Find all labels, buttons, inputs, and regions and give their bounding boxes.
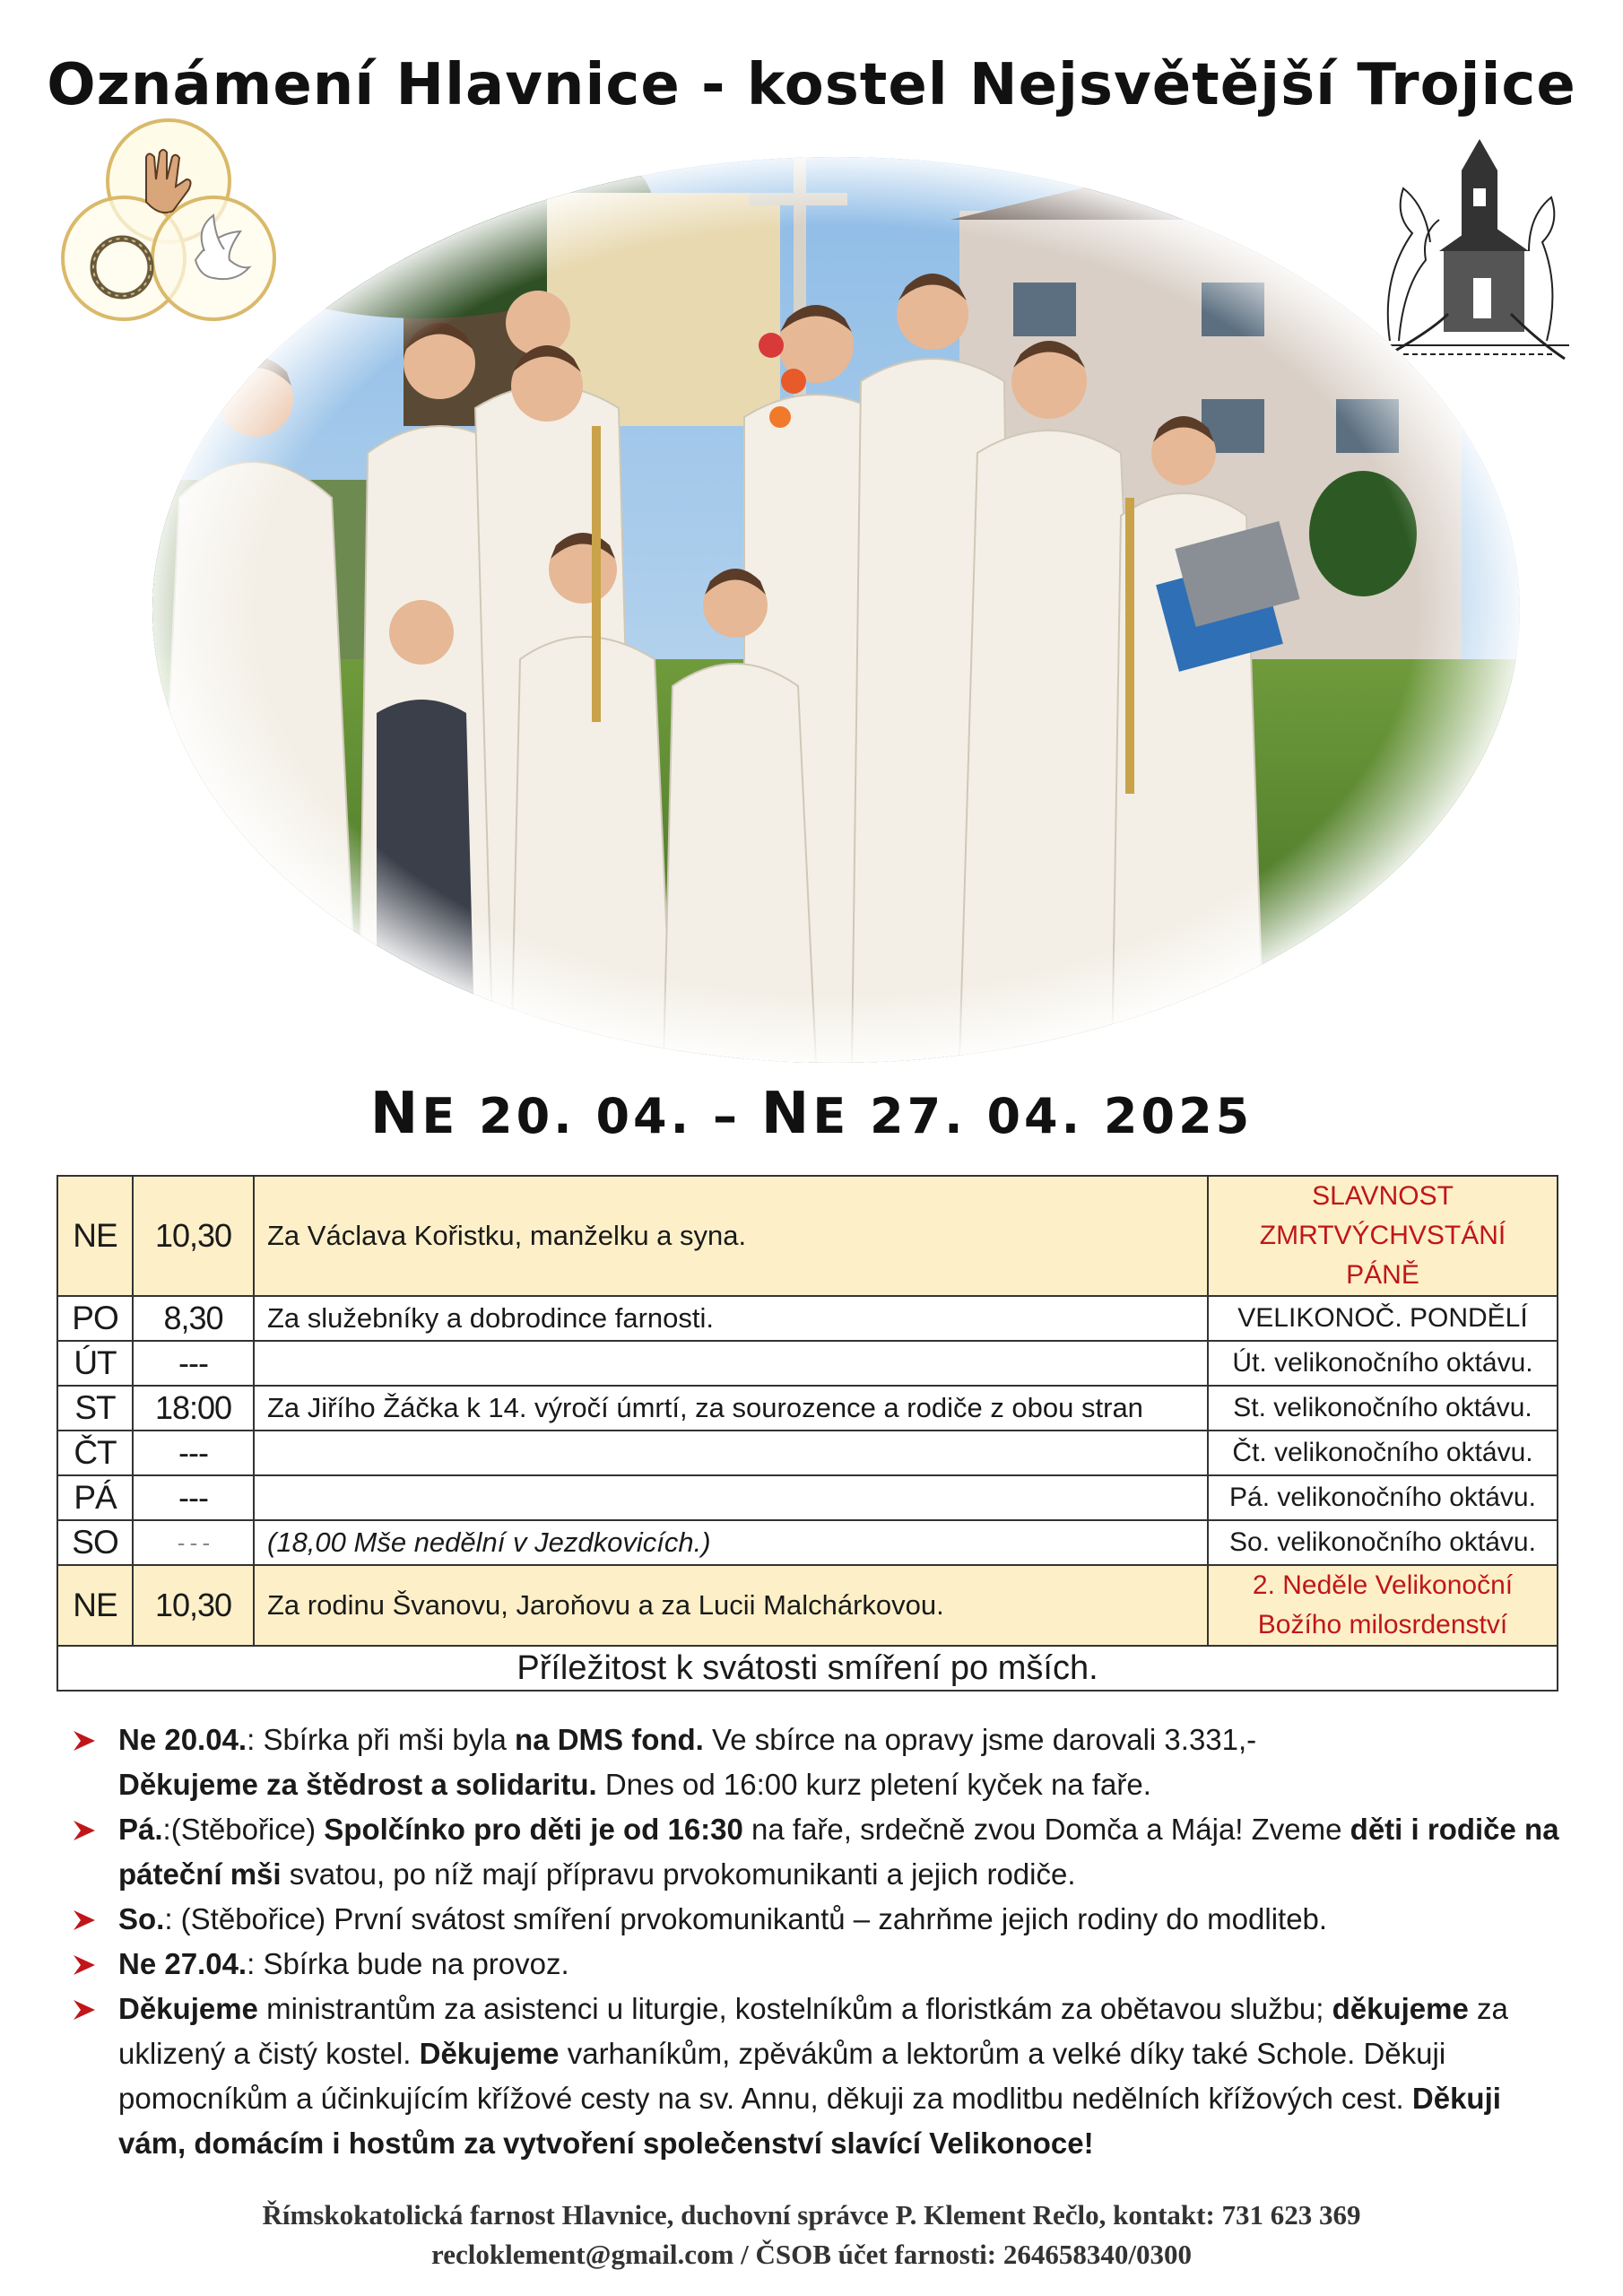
announcement-item: [72, 1807, 1560, 1897]
schedule-row: [57, 1341, 1558, 1386]
schedule-row: [57, 1176, 1558, 1296]
schedule-intention: [254, 1431, 1208, 1475]
schedule-feast: Út. velikonočního oktávu.: [1208, 1341, 1558, 1386]
schedule-row: [57, 1431, 1558, 1475]
announcement-bold-text: Děkujeme: [118, 1992, 258, 2025]
mass-schedule-table: [56, 1175, 1558, 1692]
announcement-text: : Sbírka bude na provoz.: [247, 1947, 569, 1980]
schedule-day: NE: [57, 1176, 133, 1296]
schedule-row: [57, 1386, 1558, 1431]
schedule-day: ST: [57, 1386, 133, 1431]
arrowhead-bullet-icon: [72, 1729, 97, 1752]
arrowhead-bullet-icon: [72, 1819, 97, 1842]
announcement-bold-text: na DMS fond.: [515, 1723, 704, 1756]
schedule-day: PO: [57, 1296, 133, 1341]
schedule-footer-row: [57, 1646, 1558, 1691]
announcement-bold-text: děti i rodiče na páteční mši: [118, 1813, 1559, 1891]
announcement-text: :(Stěbořice): [162, 1813, 325, 1846]
schedule-row: [57, 1475, 1558, 1520]
group-photo: [152, 157, 1520, 1063]
schedule-day: ÚT: [57, 1341, 133, 1386]
confession-note: Příležitost k svátosti smíření po mších.: [57, 1646, 1558, 1691]
schedule-time: 8,30: [133, 1296, 254, 1341]
announcement-bold-text: Spolčínko pro děti je od 16:30: [324, 1813, 743, 1846]
schedule-feast: SLAVNOST ZMRTVÝCHVSTÁNÍ PÁNĚ: [1208, 1176, 1558, 1296]
schedule-time: ---: [133, 1475, 254, 1520]
announcement-text: Dnes od 16:00 kurz pletení kyček na faře.: [596, 1768, 1151, 1801]
schedule-time: ---: [133, 1341, 254, 1386]
announcements-list: [72, 1718, 1560, 2166]
contact-line-2: recloklement@gmail.com / ČSOB účet farnosti: 264658340/0300: [431, 2239, 1192, 2270]
schedule-time: 10,30: [133, 1176, 254, 1296]
schedule-time: 18:00: [133, 1386, 254, 1431]
announcement-text: svatou, po níž mají přípravu prvokomunikanti a jejich rodiče.: [281, 1857, 1076, 1891]
announcement-item: [72, 1987, 1560, 2166]
schedule-day: NE: [57, 1565, 133, 1646]
date-range: NE 20. 04. – NE 27. 04. 2025: [369, 1081, 1254, 1147]
schedule-intention: Za Václava Kořistku, manželku a syna.: [254, 1176, 1208, 1296]
announcement-bold-text: Pá.: [118, 1813, 163, 1846]
parish-contact: [0, 2196, 1623, 2274]
contact-line-1: Římskokatolická farnost Hlavnice, duchovní správce P. Klement Rečlo, kontakt: 731 623 369: [262, 2199, 1361, 2231]
schedule-intention: Za služebníky a dobrodince farnosti.: [254, 1296, 1208, 1341]
schedule-time: 10,30: [133, 1565, 254, 1646]
arrowhead-bullet-icon: [72, 1998, 97, 2022]
arrowhead-bullet-icon: [72, 1909, 97, 1932]
page-title: Oznámení Hlavnice - kostel Nejsvětější Trojice: [47, 52, 1576, 118]
schedule-time: - - -: [133, 1520, 254, 1565]
announcement-item: [72, 1897, 1560, 1942]
announcement-item: [72, 1942, 1560, 1987]
announcement-bold-text: Děkuji vám, domácím i hostům za vytvoření společenství slavící Velikonoce!: [118, 2082, 1501, 2160]
announcement-item: [72, 1718, 1560, 1807]
announcement-text: ministrantům za asistenci u liturgie, kostelníkům a floristkám za obětavou službu;: [257, 1992, 1332, 2025]
schedule-row: [57, 1296, 1558, 1341]
schedule-day: PÁ: [57, 1475, 133, 1520]
announcement-text: na faře, srdečně zvou Domča a Mája! Zveme: [742, 1813, 1350, 1846]
schedule-row: [57, 1520, 1558, 1565]
schedule-intention: [254, 1475, 1208, 1520]
announcement-bold-text: Děkujeme: [419, 2037, 560, 2070]
schedule-intention: Za Jiřího Žáčka k 14. výročí úmrtí, za sourozence a rodiče z obou stran: [254, 1386, 1208, 1431]
schedule-row: [57, 1565, 1558, 1646]
announcement-text: varhaníkům, zpěvákům a lektorům a velké díky také Schole. Děkuji pomocníkům a účinkujícím křížové cesty na sv. Annu, děkuji za modlitbu nedělních křížových cest.: [118, 2037, 1446, 2115]
announcement-text: za uklizený a čistý kostel.: [118, 1992, 1508, 2070]
announcement-bold-text: děkujeme: [1332, 1992, 1469, 2025]
schedule-feast: St. velikonočního oktávu.: [1208, 1386, 1558, 1431]
schedule-feast: 2. Neděle Velikonoční Božího milosrdenství: [1208, 1565, 1558, 1646]
schedule-intention: [254, 1341, 1208, 1386]
announcement-text: Ve sbírce na opravy jsme darovali 3.331,-: [703, 1723, 1257, 1756]
schedule-intention: Za rodinu Švanovu, Jaroňovu a za Lucii Malchárkovou.: [254, 1565, 1208, 1646]
announcement-bold-text: So.: [118, 1902, 165, 1935]
announcement-bold-text: Děkujeme za štědrost a solidaritu.: [118, 1768, 597, 1801]
schedule-time: ---: [133, 1431, 254, 1475]
announcement-text: : (Stěbořice) První svátost smíření prvokomunikantů – zahrňme jejich rodiny do modliteb.: [164, 1902, 1328, 1935]
schedule-intention: (18,00 Mše nedělní v Jezdkovicích.): [254, 1520, 1208, 1565]
schedule-day: SO: [57, 1520, 133, 1565]
announcement-text: : Sbírka při mši byla: [247, 1723, 516, 1756]
schedule-feast: So. velikonočního oktávu.: [1208, 1520, 1558, 1565]
schedule-feast: VELIKONOČ. PONDĚLÍ: [1208, 1296, 1558, 1341]
arrowhead-bullet-icon: [72, 1953, 97, 1977]
announcement-bold-text: Ne 27.04.: [118, 1947, 247, 1980]
schedule-feast: Pá. velikonočního oktávu.: [1208, 1475, 1558, 1520]
schedule-day: ČT: [57, 1431, 133, 1475]
schedule-feast: Čt. velikonočního oktávu.: [1208, 1431, 1558, 1475]
announcement-bold-text: Ne 20.04.: [118, 1723, 247, 1756]
